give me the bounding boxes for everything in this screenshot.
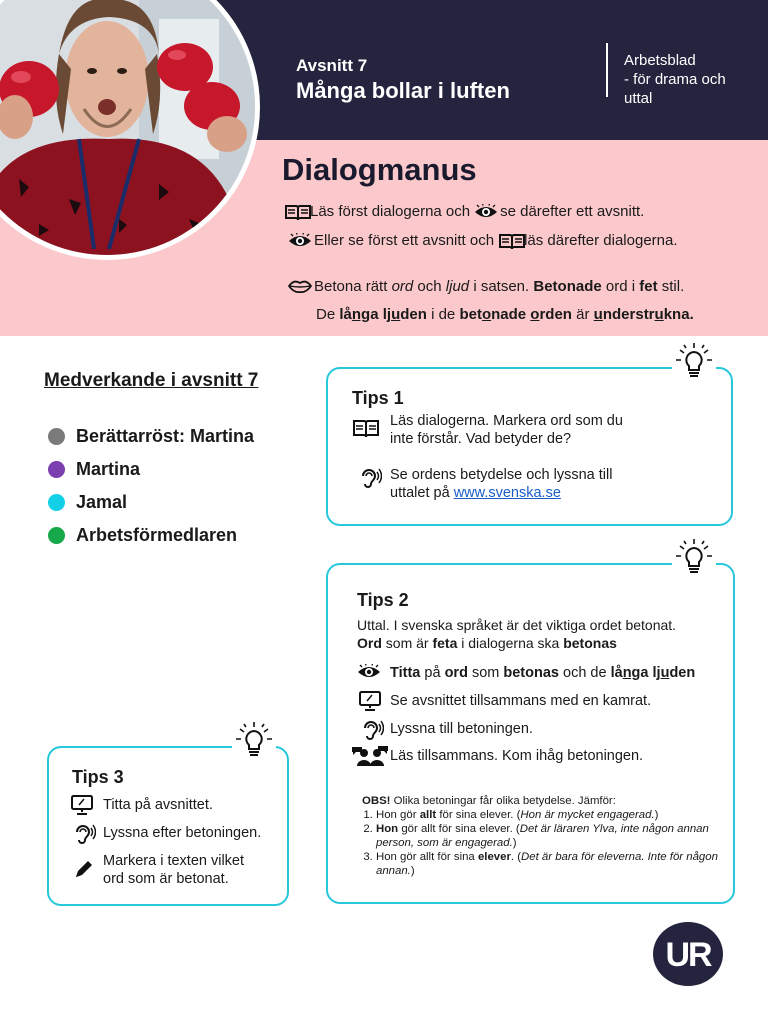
tips-2-title: Tips 2 (357, 590, 409, 610)
obs-example: 3. Hon gör allt för sina elever. (Det är bara för eleverna. Inte för någon annan.) (376, 850, 728, 878)
monitor-icon (359, 690, 385, 712)
instruction-stress (284, 278, 684, 295)
bold-word: fet (639, 278, 658, 295)
color-dot (48, 461, 65, 478)
book-icon (284, 204, 306, 220)
worksheet-label (624, 51, 764, 108)
instruction-text: Läs först dialogerna och (310, 203, 471, 220)
ear-icon (72, 822, 98, 844)
tip-text: inte förstår. Vad betyder de? (390, 431, 572, 447)
emphasis-word: ord (391, 278, 414, 295)
svenska-link[interactable]: www.svenska.se (453, 485, 561, 501)
cast-member-name: Berättarröst: Martina (76, 426, 255, 446)
cast-member-name: Arbetsförmedlaren (76, 525, 238, 545)
instruction-text: se därefter ett avsnitt. (500, 203, 645, 220)
tip-text: uttalet på www.svenska.se (390, 485, 561, 501)
bold-word: Betonade (533, 278, 602, 295)
cast-heading: Medverkande i avsnitt 7 (44, 370, 259, 391)
tips-2-item-together: Se avsnittet tillsammans med en kamrat. (390, 693, 652, 709)
color-dot (48, 494, 65, 511)
bold-word: betonade orden (459, 306, 572, 323)
tips-3-watch: Titta på avsnittet. (103, 797, 213, 813)
pencil-icon (73, 858, 99, 880)
instruction-text: Betona rätt (314, 278, 388, 295)
cast-member-name: Martina (76, 459, 141, 479)
tip-text: Markera i texten vilket (103, 853, 245, 869)
worksheet-line: - för drama och (624, 71, 726, 88)
cast-member-name: Jamal (76, 492, 128, 512)
lightbulb-icon (672, 536, 716, 580)
tips-3-title: Tips 3 (72, 767, 124, 787)
instruction-read-first (280, 203, 644, 220)
eye-icon (357, 664, 383, 686)
instruction-text: är (576, 306, 590, 323)
instruction-text: stil. (661, 278, 685, 295)
eye-icon (288, 233, 310, 249)
bold-word: långa ljuden (339, 306, 427, 323)
episode-label: Avsnitt 7 (296, 56, 368, 75)
eye-icon (474, 204, 496, 220)
book-icon (352, 419, 378, 441)
tips-1-title: Tips 1 (352, 388, 404, 408)
tips-1-read (390, 412, 623, 448)
obs-intro: OBS! Olika betoningar får olika betydelse. Jämför: (362, 795, 616, 807)
cast-member (48, 420, 254, 453)
bold-word: understrukna (593, 306, 690, 323)
tips-3-mark (103, 852, 244, 888)
instruction-text: och (417, 278, 442, 295)
lightbulb-icon (232, 719, 276, 763)
instruction-text: De (316, 306, 336, 323)
episode-title: Många bollar i luften (296, 78, 510, 103)
obs-example: 2. Hon gör allt för sina elever. (Det är läraren Ylva, inte någon annan person, som är engagerad.) (376, 822, 728, 850)
cast-member (48, 453, 254, 486)
tips-2-item-watch: Titta på ord som betonas och de långa ljuden (390, 665, 696, 681)
ear-icon (358, 466, 384, 488)
instruction-text: ord i (605, 278, 636, 295)
emphasis-word: ljud (445, 278, 470, 295)
instruction-text: läs därefter dialogerna. (524, 232, 678, 249)
tips-2-item-read-together: Läs tillsammans. Kom ihåg betoningen. (390, 748, 644, 764)
obs-note (362, 794, 728, 878)
worksheet-line: uttal (624, 90, 653, 107)
tip-text: Se ordens betydelse och lyssna till (390, 467, 613, 483)
ear-icon (360, 718, 386, 740)
worksheet-line: Arbetsblad (624, 52, 696, 69)
tips-2-intro (357, 616, 676, 652)
instruction-long-sounds: De långa ljuden i de betonade orden är understrukna . (316, 306, 694, 323)
tip-text: ord som är betonat. (103, 871, 229, 887)
obs-examples (362, 808, 728, 878)
tips-3-listen: Lyssna efter betoningen. (103, 825, 262, 841)
svg-text:UR: UR (665, 936, 711, 974)
instruction-watch-first (284, 232, 678, 249)
color-dot (48, 527, 65, 544)
tip-text: Uttal. I svenska språket är det viktiga ordet betonat. (357, 617, 677, 633)
ur-logo (652, 921, 724, 987)
tips-2-item-listen: Lyssna till betoningen. (390, 721, 533, 737)
instruction-text: i de (431, 306, 456, 323)
tip-text: Ord som är feta i dialogerna ska betonas (357, 635, 617, 651)
cast-member (48, 486, 254, 519)
obs-example: 1. Hon gör allt för sina elever. (Hon är mycket engagerad.) (376, 808, 728, 822)
monitor-icon (71, 794, 97, 816)
color-dot (48, 428, 65, 445)
tip-text: Läs dialogerna. Markera ord som du (390, 413, 623, 429)
people-talking-icon (351, 744, 389, 766)
cast-list (48, 420, 254, 552)
lightbulb-icon (672, 340, 716, 384)
instruction-text: Eller se först ett avsnitt och (314, 232, 495, 249)
cast-member (48, 519, 254, 552)
book-icon (498, 233, 520, 249)
dialog-title: Dialogmanus (282, 152, 477, 187)
instruction-text: i satsen. (473, 278, 530, 295)
header-divider (606, 43, 608, 97)
lips-icon (288, 279, 310, 295)
tips-1-listen (390, 466, 612, 502)
